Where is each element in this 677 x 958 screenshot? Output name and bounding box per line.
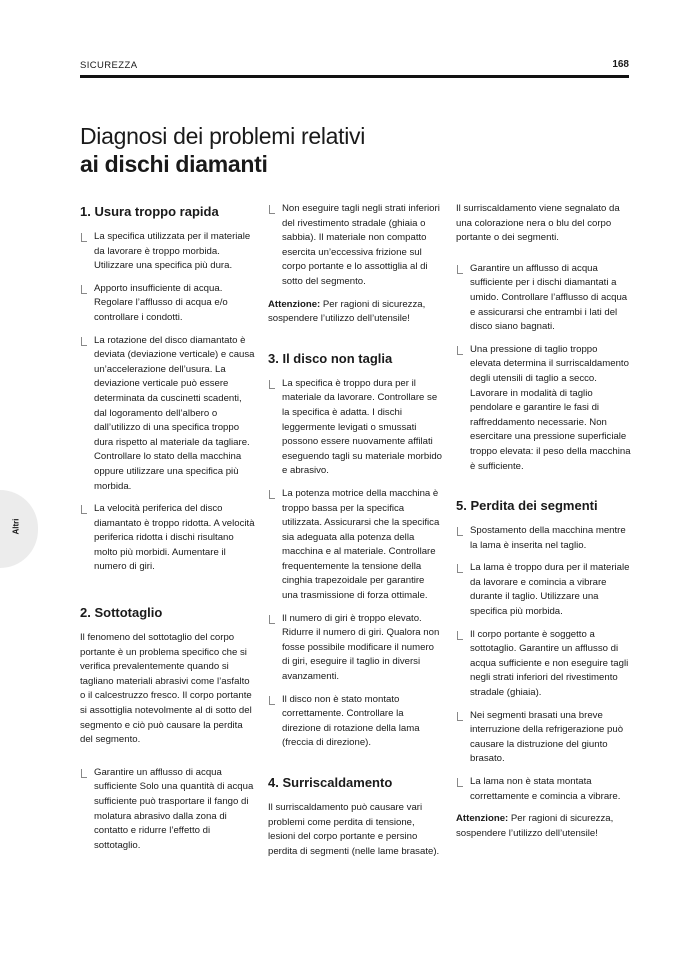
section-surriscaldamento (268, 775, 443, 859)
header-section: SICUREZZA (80, 60, 138, 71)
section-heading: 4. Surriscaldamento (268, 775, 393, 790)
section-heading: 1. Usura troppo rapida (80, 204, 219, 219)
column-1 (80, 204, 255, 875)
list-item: Non eseguire tagli negli strati inferiori del rivestimento stradale (ghiaia o sabbia). Il materiale non compatto esercita un’eccessiva frizione sul corpo portante e lo assottiglia al di sotto del segmento. (268, 202, 443, 290)
warning-label: Attenzione: (268, 298, 321, 310)
section-intro: Il surriscaldamento viene segnalato da una colorazione nera o blu del corpo portante o dei segmenti. (456, 203, 620, 244)
list-item: Garantire un afflusso di acqua sufficiente Solo una quantità di acqua sufficiente può trasportare il fango di molatura abrasivo dalla zona di contatto e ridurre l’effetto di sottotaglio. (80, 766, 255, 854)
column-3 (456, 202, 631, 863)
section-non-taglia (268, 351, 443, 751)
list-item: Il numero di giri è troppo elevato. Ridurre il numero di giri. Qualora non fosse possibile modificare il numero di giri, eseguire il taglio in diversi avanzamenti. (268, 612, 443, 685)
item-list (268, 377, 443, 751)
side-tab-label: Altri (11, 518, 21, 535)
list-item: La specifica è troppo dura per il materiale da lavorare. Controllare se la specifica è adatta. I dischi leggermente levigati o smussati possono essere nuovamente affilati eseguendo tagli su materiale morbido e abrasivo. (268, 377, 443, 479)
item-list (456, 262, 631, 474)
section-perdita-segmenti (456, 498, 631, 841)
page-number: 168 (612, 59, 629, 70)
list-item: Il disco non è stato montato correttamente. Controllare la direzione di rotazione della lama (freccia di direzione). (268, 693, 443, 751)
section-usura (80, 204, 255, 575)
list-item: La velocità periferica del disco diamantato è troppo ridotta. A velocità periferica ridotta i dischi risultano molto più morbidi. Aumentare il numero di giri. (80, 502, 255, 575)
list-item: La lama non è stata montata correttamente e comincia a vibrare. (456, 775, 631, 804)
list-item: Nei segmenti brasati una breve interruzione della refrigerazione può causare la distruzione del giunto brasato. (456, 709, 631, 767)
section-intro: Il fenomeno del sottotaglio del corpo portante è un problema specifico che si verifica prevalentemente quando si tagliano materiali abrasivi come l’asfalto o il calcestruzzo fresco. Il corpo portante si assottiglia notevolmente al di sotto del segmento e ciò può causare la perdita del segmento. (80, 632, 252, 746)
list-item: Una pressione di taglio troppo elevata determina il surriscaldamento degli utensili di taglio a secco. Lavorare in modalità di taglio pendolare e garantire le fasi di raffreddamento necessarie. Non esercitare una pressione superficiale troppo elevata: il peso della macchina è sufficiente. (456, 343, 631, 474)
list-item: Garantire un afflusso di acqua sufficiente per i dischi diamantati a umido. Controllare l’afflusso di acqua e assicurarsi che entrambi i lati del disco siano bagnati. (456, 262, 631, 335)
header-rule (80, 75, 629, 78)
section-intro: Il surriscaldamento può causare vari problemi come perdita di tensione, lesioni del corpo portante e persino perdita di segmenti (nelle lame brasate). (268, 802, 440, 857)
list-item: Apporto insufficiente di acqua. Regolare l’afflusso di acqua e/o controllare i condotti. (80, 282, 255, 326)
item-list (456, 524, 631, 804)
column-2 (268, 202, 443, 881)
list-item: La potenza motrice della macchina è troppo bassa per la specifica utilizzata. Assicurarsi che la specifica sia adeguata alla potenza della macchina e al materiale. Controllare frequentemente la tensione della cinghia trapezoidale per garantire una trasmissione di forza ottimale. (268, 487, 443, 604)
list-item: Il corpo portante è soggetto a sottotaglio. Garantire un afflusso di acqua sufficiente e non eseguire tagli negli strati inferiori del rivestimento stradale (ghiaia). (456, 628, 631, 701)
section-heading: 2. Sottotaglio (80, 605, 163, 621)
warning-note (456, 812, 631, 841)
side-tab (0, 490, 38, 568)
item-list (80, 230, 255, 575)
page-title (80, 122, 365, 178)
warning-note (268, 298, 443, 327)
item-list (268, 202, 443, 290)
list-item: La rotazione del disco diamantato è deviata (deviazione verticale) e causa un’accelerazione dell’usura. La deviazione verticale può essere determinata da cuscinetti scadenti, dal logoramento dell’albero o dall’utilizzo di una specifica troppo dura rispetto al materiale da tagliare. Controllare lo stato della macchina oppure utilizzare una specifica più morbida. (80, 334, 255, 495)
title-line-2: ai dischi diamanti (80, 151, 268, 177)
section-heading: 5. Perdita dei segmenti (456, 498, 598, 514)
section-sottotaglio (80, 605, 255, 853)
warning-text: Per ragioni di sicurezza, sospendere l’utilizzo dell’utensile! (456, 813, 614, 839)
item-list (80, 766, 255, 854)
list-item: La lama è troppo dura per il materiale da lavorare e comincia a vibrare durante il taglio. Utilizzare una specifica più morbida. (456, 561, 631, 619)
warning-text: Per ragioni di sicurezza, sospendere l’utilizzo dell’utensile! (268, 298, 426, 325)
warning-label: Attenzione: (456, 813, 509, 825)
list-item: La specifica utilizzata per il materiale da lavorare è troppo morbida. Utilizzare una specifica più dura. (80, 230, 255, 274)
title-line-1: Diagnosi dei problemi relativi (80, 123, 366, 149)
list-item: Spostamento della macchina mentre la lama è inserita nel taglio. (456, 524, 631, 553)
section-heading: 3. Il disco non taglia (268, 350, 393, 366)
